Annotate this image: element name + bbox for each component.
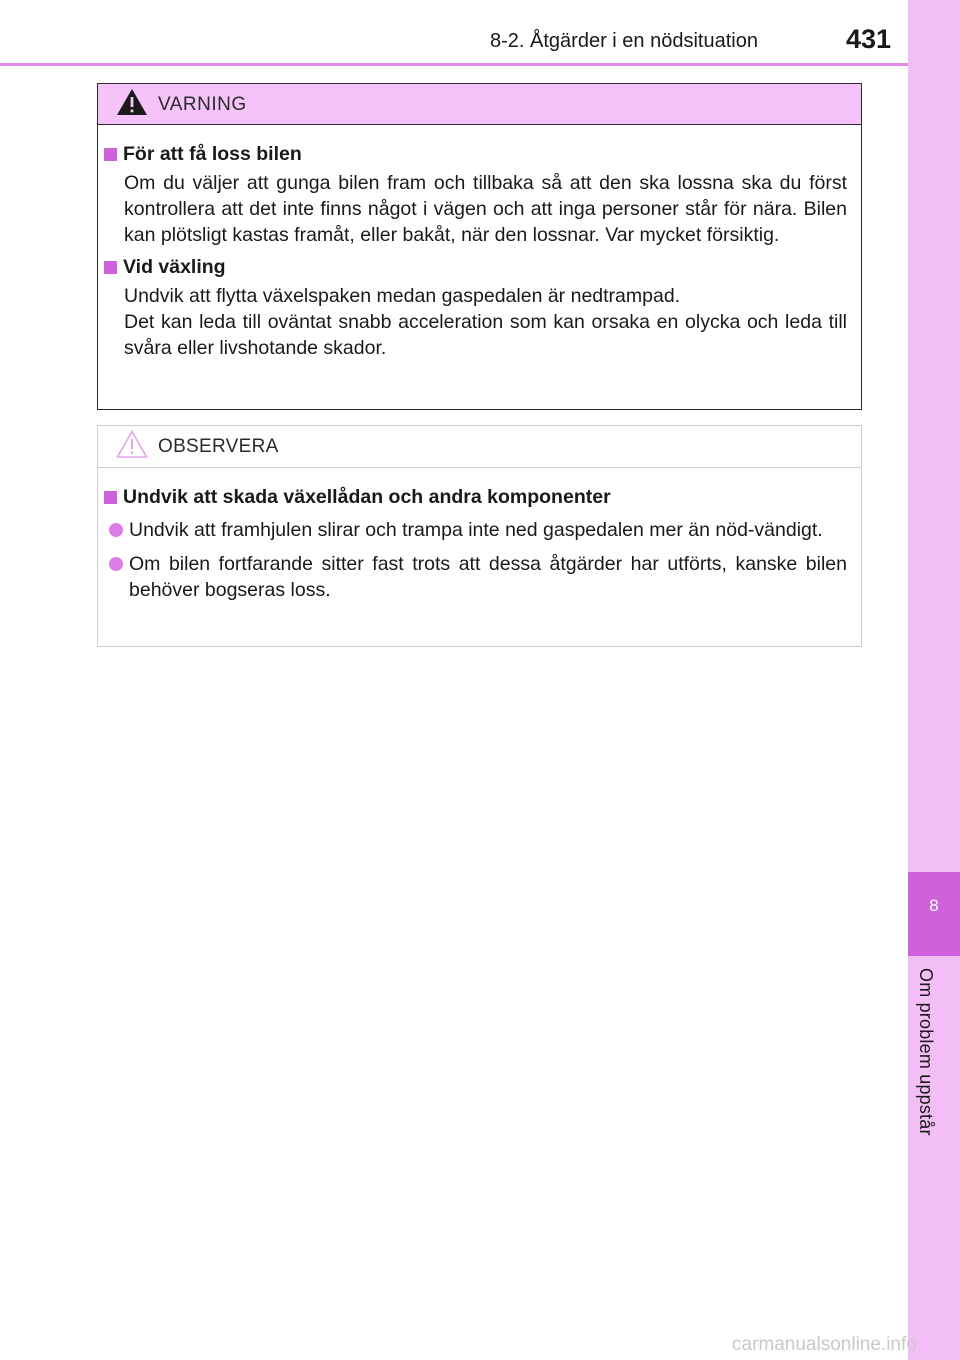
warning-label: VARNING [158, 94, 247, 115]
square-bullet-icon [104, 148, 117, 161]
caution-heading [104, 486, 847, 509]
caution-heading-text: Undvik att skada växellådan och andra komponenter [123, 486, 611, 508]
warning-body [98, 125, 861, 361]
round-bullet-icon [109, 557, 123, 571]
watermark: carmanualsonline.info [732, 1334, 917, 1355]
warning-item-heading-text: För att få loss bilen [123, 143, 302, 165]
caution-box [97, 425, 862, 647]
caution-bullet [104, 517, 847, 543]
side-tab [908, 0, 960, 1360]
square-bullet-icon [104, 491, 117, 504]
chapter-title: Om problem uppstår [916, 968, 936, 1136]
caution-body [98, 468, 861, 603]
warning-item [104, 256, 847, 361]
page-number: 431 [846, 24, 892, 54]
warning-item-heading [104, 256, 847, 279]
caution-label: OBSERVERA [158, 436, 279, 457]
chapter-number: 8 [929, 896, 939, 915]
warning-item-text: Undvik att flytta växelspaken medan gaspedalen är nedtrampad. [124, 285, 681, 307]
warning-triangle-icon [115, 87, 149, 117]
warning-item-heading-text: Vid växling [123, 256, 226, 278]
square-bullet-icon [104, 261, 117, 274]
caution-bullet-text: Undvik att framhjulen slirar och trampa inte ned gaspedalen mer än nöd-vändigt. [129, 519, 823, 541]
caution-bullet [104, 551, 847, 603]
caution-triangle-icon [115, 429, 149, 459]
caution-header [98, 426, 861, 468]
warning-item-text: Det kan leda till oväntat snabb acceleration som kan orsaka en olycka och leda till svåra eller livshotande skador. [124, 311, 847, 359]
caution-bullet-text: Om bilen fortfarande sitter fast trots att dessa åtgärder har utförts, kanske bilen behöver bogseras loss. [129, 553, 847, 601]
round-bullet-icon [109, 523, 123, 537]
warning-header [98, 84, 861, 125]
section-title: 8-2. Åtgärder i en nödsituation [490, 30, 758, 52]
warning-item-text: Om du väljer att gunga bilen fram och tillbaka så att den ska lossna ska du först kontrollera att det inte finns något i vägen och att inga personer står för nära. Bilen kan plötsligt kastas framåt, eller bakåt, när den lossnar. Var mycket försiktig. [124, 172, 847, 246]
header-rule [0, 63, 908, 66]
warning-box [97, 83, 862, 410]
warning-item [104, 143, 847, 248]
warning-item-heading [104, 143, 847, 166]
